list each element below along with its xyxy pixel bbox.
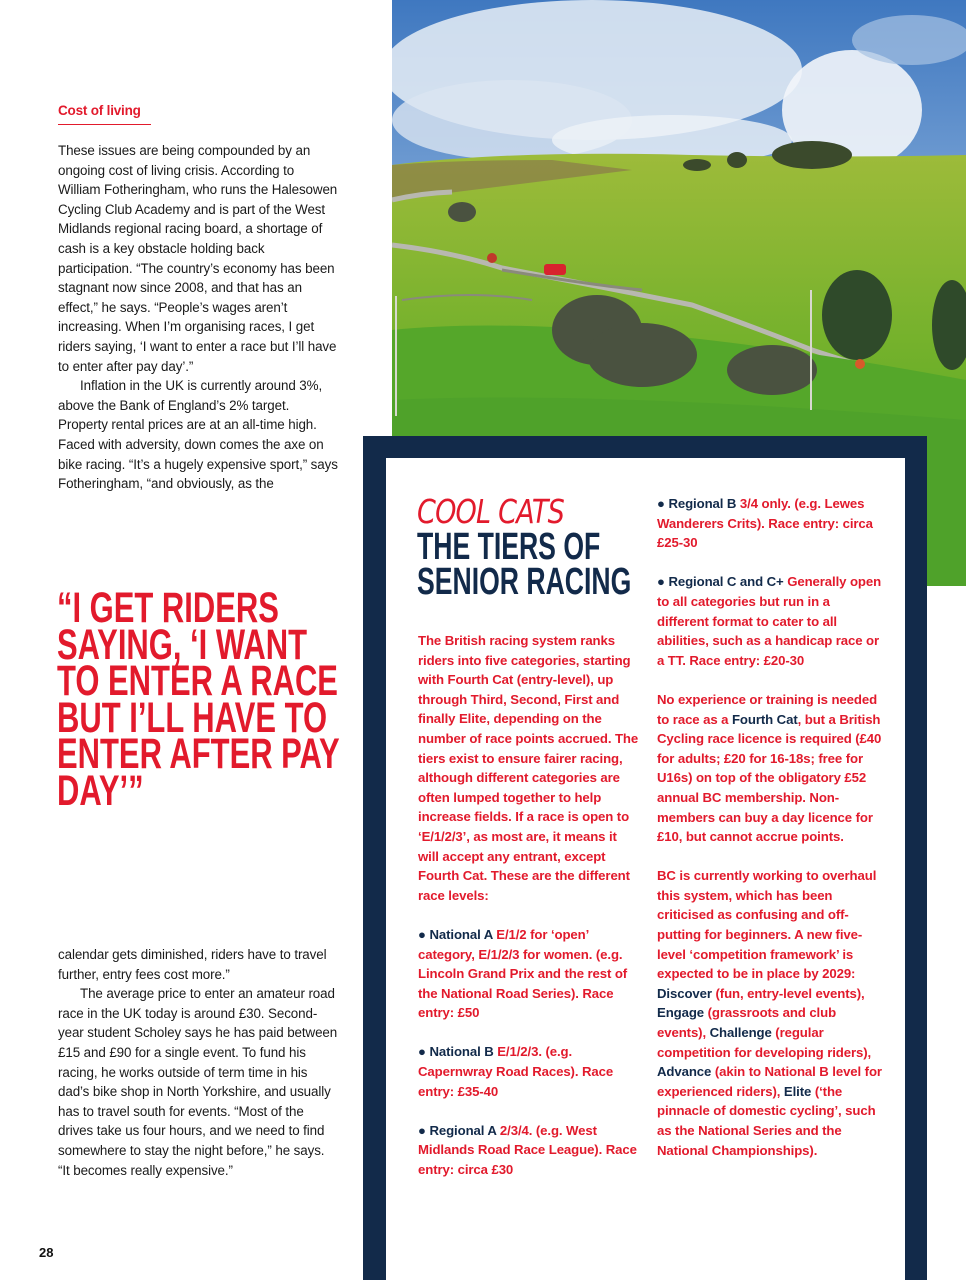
licence-text: No experience or training is needed to race as a: [657, 691, 878, 727]
box-intro: The British racing system ranks riders into five categories, starting with Fourth Cat (entry-level), up through Third, Second, First and finally Elite, depending on the number of race points accrued. The tiers exist to ensure fairer racing, although different categories are often lumped together to help increase fields. If a race is open to ‘E/1/2/3’, as most are, it means it will accept any entrant, except Fourth Cat. These are the different race levels:: [418, 633, 639, 903]
box-column-left: [418, 631, 640, 1199]
tier-desc: (grassroots and club events),: [657, 1005, 837, 1041]
level-detail: E/1/2/3. (e.g. Capernwray Road Races). Race entry: £35-40: [418, 1044, 614, 1099]
level-name: Regional A: [429, 1122, 497, 1138]
paragraph-4: The average price to enter an amateur road race in the UK today is around £30. Second-year student Scholey says he has paid between £15 and £90 for a single event. To fund his racing, he works outside of term time in his dad’s bike shop in North Yorkshire, and usually has to travel south for events. “Most of the drives take us four hours, and we need to find somewhere to stay the night before,” he says. “It becomes really expensive.”: [58, 986, 338, 1178]
level-item: [657, 494, 882, 553]
tier-desc: (‘the pinnacle of domestic cycling’, such as the National Series and the National Championships).: [657, 1083, 876, 1158]
article-body-top: [58, 141, 338, 494]
level-detail: E/1/2 for ‘open’ category, E/1/2/3 for women. (e.g. Lincoln Grand Prix and the rest of the National Road Series). Race entry: £50: [418, 926, 628, 1021]
pull-quote: “I GET RIDERS SAYING, ‘I WANT TO ENTER A RACE BUT I’LL HAVE TO ENTER AFTER PAY DAY’”: [57, 584, 340, 815]
bullet-icon: ●: [418, 1122, 430, 1138]
paragraph-1: These issues are being compounded by an ongoing cost of living crisis. According to William Fotheringham, who runs the Halesowen Cycling Club Academy and is part of the West Midlands regional racing board, a shortage of cash is a key obstacle holding back participation. “The country’s economy has been stagnant now since 2008, and that has an effect,” he says. “People’s wages aren’t increasing. When I’m organising races, I get riders saying, ‘I want to enter a race but I’ll have to enter after pay day’.”: [58, 143, 338, 374]
box-kicker: COOL CATS: [417, 492, 564, 531]
level-detail: 3/4 only. (e.g. Lewes Wanderers Crits). Race entry: circa £25-30: [657, 496, 873, 551]
tier-name: Discover: [657, 985, 712, 1001]
licence-highlight: Fourth Cat: [731, 711, 798, 727]
tier-name: Elite: [783, 1083, 812, 1099]
tier-name: Engage: [657, 1005, 705, 1021]
paragraph-2: Inflation in the UK is currently around 3%, above the Bank of England’s 2% target. Property rental prices are at an all-time high. Faced with adversity, down comes the axe on bike racing. “It’s a hugely expensive sport,” says Fotheringham, “and obviously, as the: [58, 378, 338, 492]
bullet-icon: ●: [657, 574, 669, 590]
box-title-line-1: THE TIERS OF: [417, 526, 601, 568]
level-name: Regional B: [668, 496, 737, 511]
box-title-line-2: SENIOR RACING: [417, 561, 632, 603]
tier-name: Advance: [657, 1064, 712, 1080]
bullet-icon: ●: [657, 496, 669, 511]
paragraph-3: calendar gets diminished, riders have to travel further, entry fees cost more.”: [58, 947, 327, 982]
level-item: [418, 1042, 640, 1101]
level-item: [418, 925, 640, 1023]
section-subhead: Cost of living: [58, 103, 151, 125]
overhaul-paragraph: [657, 866, 882, 1160]
level-detail: Generally open to all categories but run in a different format to cater to all abilities, such as a handicap race or a TT. Race entry: £20-30: [657, 574, 882, 668]
level-detail: 2/3/4. (e.g. West Midlands Road Race League). Race entry: circa £30: [418, 1122, 637, 1178]
level-name: Regional C and C+: [668, 574, 784, 590]
overhaul-intro: BC is currently working to overhaul this system, which has been criticised as confusing and off-putting for beginners. A new five-level ‘competition framework’ is expected to be in place by 2029:: [657, 868, 877, 982]
tier-desc: (regular competition for developing riders),: [657, 1025, 872, 1060]
bullet-icon: ●: [418, 1044, 430, 1060]
level-item: [418, 1121, 640, 1180]
level-name: National A: [429, 926, 493, 942]
bullet-icon: ●: [418, 926, 430, 942]
box-title: [417, 526, 641, 603]
licence-paragraph: [657, 690, 882, 847]
licence-text: , but a British Cycling race licence is required (£40 for adults; £20 for 16-18s; free for U16s) on top of the obligatory £52 annual BC membership. Non-members can buy a day licence for £10, but cannot accrue points.: [657, 711, 882, 845]
tier-desc: (akin to National B level for experienced riders),: [657, 1064, 882, 1099]
tier-name: Challenge: [709, 1025, 772, 1041]
level-item: [657, 572, 882, 670]
box-column-right: [657, 494, 882, 1180]
article-body-bottom: [58, 945, 338, 1180]
page-number: 28: [39, 1245, 54, 1260]
section-subhead-wrap: [58, 100, 338, 125]
level-name: National B: [429, 1044, 494, 1060]
tier-desc: (fun, entry-level events),: [711, 985, 865, 1001]
